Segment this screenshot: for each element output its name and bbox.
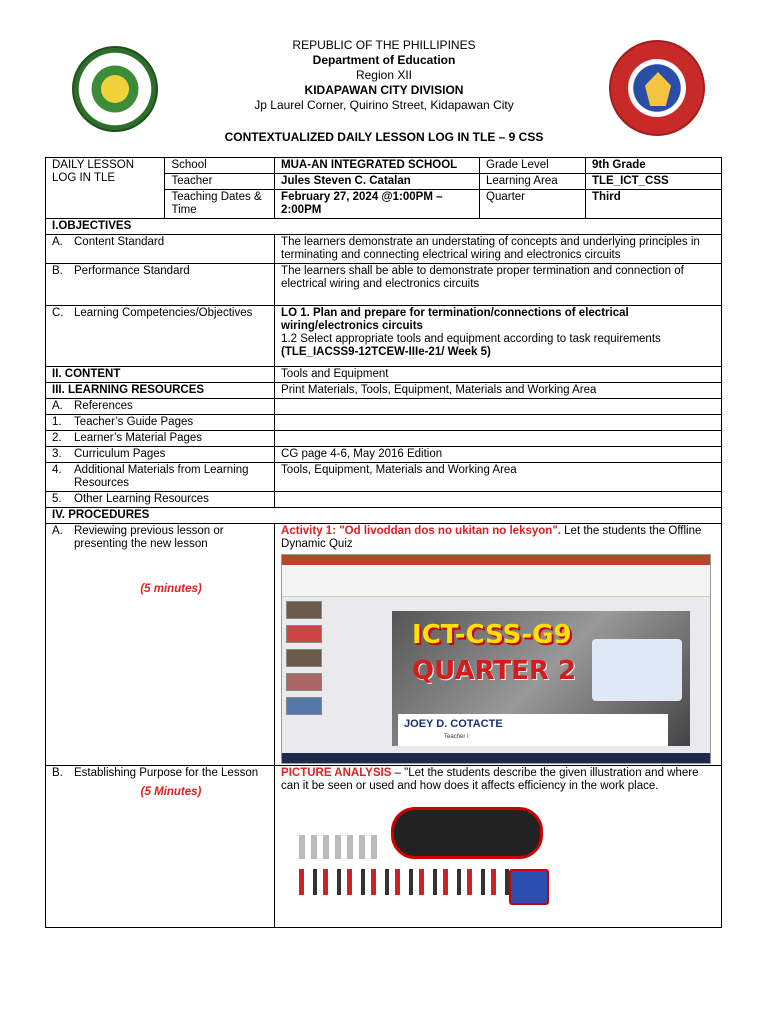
school-value: MUA-AN INTEGRATED SCHOOL — [275, 158, 480, 174]
resource-item-label: 4. Additional Materials from Learning Resources — [46, 463, 275, 492]
resource-item-value — [275, 431, 722, 447]
soldering-tips-image — [299, 835, 379, 859]
quarter-label: Quarter — [480, 190, 586, 219]
resource-item-value: Tools, Equipment, Materials and Working Area — [275, 463, 722, 492]
resource-item-label: 2. Learner’s Material Pages — [46, 431, 275, 447]
learning-outcome: LO 1. Plan and prepare for termination/connections of electrical wiring/electronics circuits — [281, 307, 629, 332]
table-row — [46, 463, 722, 492]
slide-thumbnail — [286, 697, 322, 715]
resource-item-label: 3. Curriculum Pages — [46, 447, 275, 463]
log-label: DAILY LESSON LOG IN TLE — [46, 158, 165, 219]
republic-line: REPUBLIC OF THE PHILLIPINES — [292, 38, 476, 52]
address-line: Jp Laurel Corner, Quirino Street, Kidapawan City — [254, 98, 514, 112]
letterhead — [0, 38, 768, 113]
multimeter-image — [509, 869, 549, 905]
tools-illustration — [299, 807, 549, 907]
grade-label: Grade Level — [480, 158, 586, 174]
performance-standard-label: B. Performance Standard — [46, 264, 275, 306]
slide-thumbnail — [286, 625, 322, 643]
table-row — [46, 447, 722, 463]
table-row — [46, 306, 722, 367]
department-line: Department of Education — [312, 53, 456, 67]
slide-thumbnail — [286, 673, 322, 691]
competencies-label: C. Learning Competencies/Objectives — [46, 306, 275, 367]
table-row — [46, 235, 722, 264]
quarter-value: Third — [585, 190, 721, 219]
activity-title: Activity 1: "Od livoddan dos no ukitan no leksyon". — [281, 525, 561, 537]
resource-item-value — [275, 492, 722, 508]
competencies-cell — [275, 306, 722, 367]
competency-code: (TLE_IACSS9-12TCEW-IIIe-21/ Week 5) — [281, 346, 491, 358]
table-row — [46, 431, 722, 447]
table-row — [46, 766, 722, 928]
slide-teacher-name: JOEY D. COTACTE — [404, 718, 503, 730]
slide-name-box — [398, 714, 668, 746]
region-line: Region XII — [355, 68, 413, 82]
resource-item-label: 1. Teacher’s Guide Pages — [46, 415, 275, 431]
ppt-main-slide — [392, 611, 690, 746]
content-text: Tools and Equipment — [275, 367, 722, 383]
activity-text: Let the students the Offline Dynamic Quiz — [281, 525, 702, 550]
purpose-label: B. Establishing Purpose for the Lesson (5 Minutes) — [46, 766, 275, 928]
picture-analysis-text: – "Let the students describe the given illustration and where can it be seen or used and how does it affects efficiency in the work place. — [281, 767, 699, 792]
slide-teacher-role: Teacher I — [444, 734, 469, 740]
teacher-label: Teacher — [165, 174, 275, 190]
table-row — [46, 383, 722, 399]
grade-value: 9th Grade — [585, 158, 721, 174]
lesson-log-table — [45, 157, 722, 928]
procedures-heading: IV. PROCEDURES — [46, 508, 722, 524]
table-row — [46, 219, 722, 235]
review-lesson-label: A. Reviewing previous lesson or presenting the new lesson (5 minutes) — [46, 524, 275, 766]
dates-value: February 27, 2024 @1:00PM – 2:00PM — [275, 190, 480, 219]
picture-analysis-title: PICTURE ANALYSIS — [281, 767, 392, 779]
review-time: (5 minutes) — [140, 583, 202, 595]
dates-label: Teaching Dates & Time — [165, 190, 275, 219]
windows-taskbar — [282, 753, 710, 763]
slide-subtitle: QUARTER 2 — [412, 656, 577, 686]
table-row — [46, 367, 722, 383]
objectives-heading: I.OBJECTIVES — [46, 219, 722, 235]
resources-text: Print Materials, Tools, Equipment, Materials and Working Area — [275, 383, 722, 399]
document-title: CONTEXTUALIZED DAILY LESSON LOG IN TLE – 9 CSS — [224, 130, 544, 144]
references-value — [275, 399, 722, 415]
purpose-cell — [275, 766, 722, 928]
resource-item-value: CG page 4-6, May 2016 Edition — [275, 447, 722, 463]
area-label: Learning Area — [480, 174, 586, 190]
table-row — [46, 508, 722, 524]
powerpoint-screenshot — [281, 554, 711, 764]
table-row — [46, 492, 722, 508]
resources-heading: III. LEARNING RESOURCES — [46, 383, 275, 399]
review-lesson-cell — [275, 524, 722, 766]
area-value: TLE_ICT_CSS — [585, 174, 721, 190]
teacher-value: Jules Steven C. Catalan — [275, 174, 480, 190]
resource-item-label: 5. Other Learning Resources — [46, 492, 275, 508]
tool-kit-case-image — [391, 807, 543, 859]
purpose-time: (5 Minutes) — [140, 786, 202, 798]
table-row — [46, 524, 722, 766]
table-row — [46, 399, 722, 415]
ppt-slide-thumbnails — [286, 601, 322, 721]
ppt-ribbon — [282, 565, 710, 597]
school-label: School — [165, 158, 275, 174]
table-row — [46, 158, 722, 174]
content-standard-text: The learners demonstrate an understating of concepts and underlying principles in terminating and connecting electrical wiring and electronics circuits — [275, 235, 722, 264]
performance-standard-text: The learners shall be able to demonstrate proper termination and connection of electrical wiring and electronics circuits — [275, 264, 722, 306]
content-heading: II. CONTENT — [46, 367, 275, 383]
slide-title: ICT-CSS-G9 — [412, 620, 572, 650]
slide-illustration — [592, 639, 682, 701]
resource-item-value — [275, 415, 722, 431]
ppt-titlebar — [282, 555, 710, 565]
content-standard-label: A. Content Standard — [46, 235, 275, 264]
table-row — [46, 415, 722, 431]
references-label: A. References — [46, 399, 275, 415]
slide-thumbnail — [286, 649, 322, 667]
competency-text: 1.2 Select appropriate tools and equipment according to task requirements — [281, 333, 661, 345]
slide-thumbnail — [286, 601, 322, 619]
table-row — [46, 264, 722, 306]
division-line: KIDAPAWAN CITY DIVISION — [304, 83, 464, 97]
